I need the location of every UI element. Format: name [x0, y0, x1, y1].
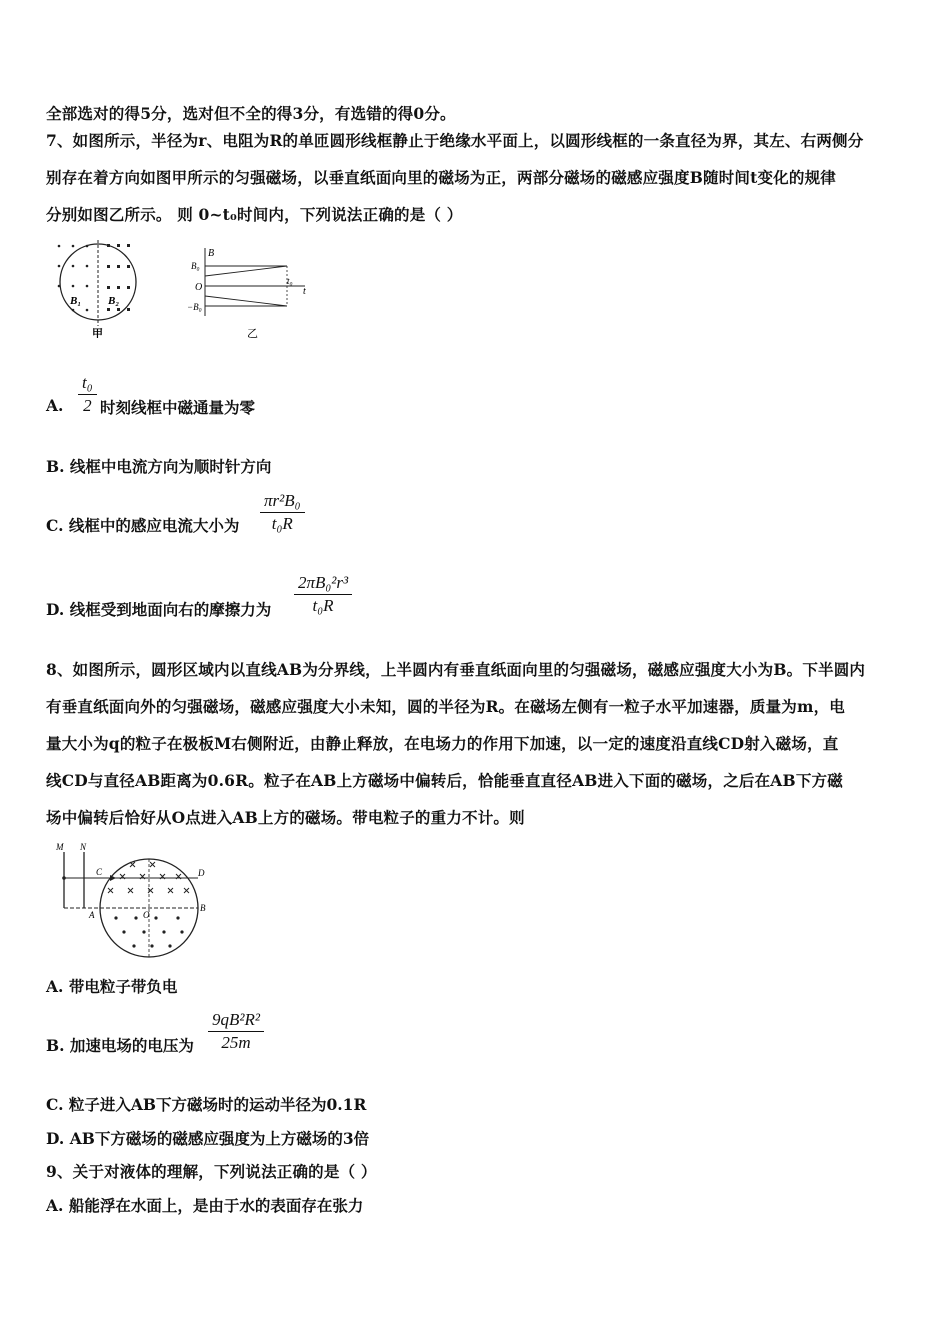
b0-label: B₀ — [191, 261, 200, 271]
rising-line — [205, 266, 287, 276]
q9-option-a — [46, 1194, 363, 1216]
label-a: A — [89, 910, 95, 920]
frac-denominator: t₀R — [271, 514, 293, 533]
q8-option-a — [46, 975, 177, 997]
option-label: D. — [46, 600, 65, 619]
q7-figure-yi — [185, 244, 315, 344]
q8-option-b-fraction — [208, 1009, 264, 1054]
frac-denominator: 2 — [83, 396, 92, 415]
q8-option-c — [46, 1093, 366, 1115]
label-b1: B₁ — [70, 295, 82, 307]
q7-option-a-label: A. — [46, 396, 64, 415]
option-text: 船能浮在水面上，是由于水的表面存在张力 — [68, 1196, 364, 1215]
q7-option-b — [46, 455, 271, 477]
option-label: C. — [46, 1095, 64, 1114]
q7-option-d-fraction — [294, 572, 352, 617]
falling-line — [205, 296, 287, 306]
option-text: AB下方磁场的磁感应强度为上方磁场的3倍 — [69, 1129, 370, 1148]
option-label: D. — [46, 1129, 65, 1148]
frac-numerator: 2πB₀²r³ — [294, 572, 352, 595]
label-b: B — [200, 903, 206, 913]
t0-label: t₀ — [287, 276, 293, 286]
label-b2: B₂ — [108, 295, 120, 307]
q7-option-a-text: 时刻线框中磁通量为零 — [100, 398, 256, 417]
q8-stem-line2: 有垂直纸面向外的匀强磁场，磁感应强度大小未知，圆的半径为R。在磁场左侧有一粒子水平加速器，质量为m，电 — [46, 697, 845, 716]
option-text: 带电粒子带负电 — [68, 977, 178, 996]
label-m: M — [56, 842, 64, 852]
frac-denominator: t₀R — [312, 596, 334, 615]
frac-denominator: 25m — [221, 1033, 251, 1052]
axis-label-t: t — [303, 286, 306, 297]
axis-label-b: B — [208, 248, 215, 259]
frac-numerator: πr²B₀ — [260, 490, 305, 513]
q9-stem: 9、关于对液体的理解，下列说法正确的是（ ） — [46, 1162, 377, 1181]
label-o: O — [143, 910, 150, 920]
q8-option-d — [46, 1127, 369, 1149]
q8-stem-line3: 量大小为q的粒子在极板M右侧附近，由静止释放，在电场力的作用下加速，以一定的速度沿直线CD射入磁场，直 — [46, 734, 839, 753]
caption-jia: 甲 — [92, 328, 103, 338]
q8-stem-line5: 场中偏转后恰好从O点进入AB上方的磁场。带电粒子的重力不计。则 — [46, 808, 525, 827]
label-d: D — [198, 868, 205, 878]
option-label: C. — [46, 516, 64, 535]
q7-option-c-fraction — [260, 490, 305, 535]
intro-text: 全部选对的得5分，选对但不全的得3分，有选错的得0分。 — [46, 104, 456, 123]
label-c: C — [96, 867, 103, 877]
neg-b0-label: −B₀ — [187, 302, 202, 312]
q7-option-c — [46, 514, 239, 536]
q7-stem-line3: 分别如图乙所示。 则 0~t₀时间内，下列说法正确的是（ ） — [46, 205, 463, 224]
q8-stem-line1: 8、如图所示，圆形区域内以直线AB为分界线，上半圆内有垂直纸面向里的匀强磁场，磁感应强度大小为B。下半圆内 — [46, 660, 866, 679]
q8-figure — [52, 838, 212, 958]
q8-option-b — [46, 1034, 194, 1056]
q8-stem-line4: 线CD与直径AB距离为0.6R。粒子在AB上方磁场中偏转后，恰能垂直直径AB进入下面的磁场，之后在AB下方磁 — [46, 771, 843, 790]
option-text: 线框中的感应电流大小为 — [68, 516, 240, 535]
q7-figure-jia — [50, 238, 150, 338]
option-text: 线框受到地面向右的摩擦力为 — [69, 600, 272, 619]
origin-label: O — [195, 282, 203, 293]
label-n: N — [80, 842, 87, 852]
option-label: A. — [46, 1196, 64, 1215]
frac-numerator: 9qB²R² — [208, 1009, 264, 1032]
option-text: 加速电场的电压为 — [69, 1036, 194, 1055]
option-label: B. — [46, 457, 65, 476]
option-label: B. — [46, 1036, 65, 1055]
caption-yi: 乙 — [247, 328, 258, 340]
frac-numerator: t₀ — [78, 372, 97, 395]
option-text: 线框中电流方向为顺时针方向 — [69, 457, 272, 476]
option-text: 粒子进入AB下方磁场时的运动半径为0.1R — [68, 1095, 367, 1114]
q7-option-a-fraction — [78, 372, 97, 417]
q7-stem-line1: 7、如图所示，半径为r、电阻为R的单匝圆形线框静止于绝缘水平面上，以圆形线框的一条直径为界，其左、右两侧分 — [46, 131, 864, 150]
option-label: A. — [46, 977, 64, 996]
q7-stem-line2: 别存在着方向如图甲所示的匀强磁场，以垂直纸面向里的磁场为正，两部分磁场的磁感应强度B随时间t变化的规律 — [46, 168, 836, 187]
q7-option-d — [46, 598, 271, 620]
